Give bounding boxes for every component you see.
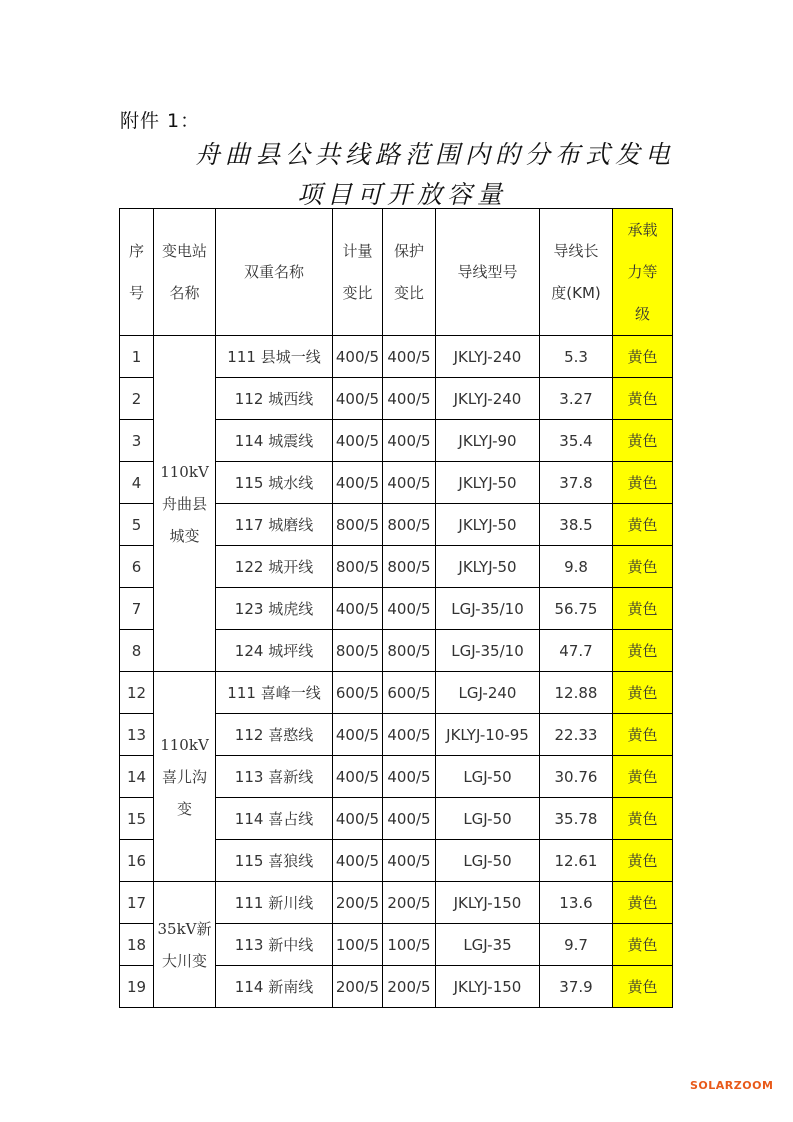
attachment-label: 附件 1： — [120, 110, 201, 132]
cell-protection: 800/5 — [383, 630, 436, 672]
cell-line-name: 114 城震线 — [216, 420, 333, 462]
header-capacity-level — [613, 209, 673, 336]
cell-capacity-level: 黄色 — [613, 714, 673, 756]
header-length-line: 导线长 — [553, 242, 599, 260]
cell-capacity-level: 黄色 — [613, 420, 673, 462]
cell-wire-type: JKLYJ-50 — [436, 462, 540, 504]
cell-seq: 17 — [120, 882, 154, 924]
cell-capacity-level: 黄色 — [613, 798, 673, 840]
cell-metering: 800/5 — [333, 504, 383, 546]
cell-length: 35.4 — [540, 420, 613, 462]
cell-protection: 400/5 — [383, 714, 436, 756]
cell-protection: 400/5 — [383, 378, 436, 420]
cell-seq: 19 — [120, 966, 154, 1008]
cell-length: 38.5 — [540, 504, 613, 546]
header-seq-line: 序 — [128, 242, 144, 260]
cell-length: 12.88 — [540, 672, 613, 714]
cell-metering: 200/5 — [333, 966, 383, 1008]
cell-protection: 800/5 — [383, 504, 436, 546]
cell-line-name: 115 城水线 — [216, 462, 333, 504]
cell-station — [154, 882, 216, 1008]
cell-capacity-level: 黄色 — [613, 546, 673, 588]
document-title-line-1: 舟曲县公共线路范围内的分布式发电 — [195, 140, 676, 169]
header-length — [540, 209, 613, 336]
cell-metering: 400/5 — [333, 714, 383, 756]
watermark-logo: SOLARZOOM — [690, 1079, 774, 1092]
header-seq-line: 号 — [128, 284, 144, 302]
cell-wire-type: LGJ-50 — [436, 756, 540, 798]
cell-line-name: 111 新川线 — [216, 882, 333, 924]
cell-capacity-level: 黄色 — [613, 630, 673, 672]
cell-wire-type: JKLYJ-10-95 — [436, 714, 540, 756]
table-row — [120, 672, 673, 714]
table-body — [120, 336, 673, 1008]
cell-capacity-level: 黄色 — [613, 462, 673, 504]
cell-protection: 400/5 — [383, 588, 436, 630]
cell-length: 5.3 — [540, 336, 613, 378]
cell-line-name: 122 城开线 — [216, 546, 333, 588]
cell-seq: 12 — [120, 672, 154, 714]
cell-length: 30.76 — [540, 756, 613, 798]
cell-wire-type: LGJ-50 — [436, 840, 540, 882]
cell-metering: 400/5 — [333, 798, 383, 840]
header-station — [154, 209, 216, 336]
header-metering-line: 计量 — [342, 242, 373, 260]
cell-capacity-level: 黄色 — [613, 882, 673, 924]
cell-protection: 100/5 — [383, 924, 436, 966]
cell-capacity-level: 黄色 — [613, 756, 673, 798]
cell-metering: 400/5 — [333, 420, 383, 462]
cell-metering: 200/5 — [333, 882, 383, 924]
cell-length: 56.75 — [540, 588, 613, 630]
cell-metering: 100/5 — [333, 924, 383, 966]
capacity-table — [119, 208, 673, 1008]
cell-protection: 600/5 — [383, 672, 436, 714]
cell-metering: 400/5 — [333, 336, 383, 378]
cell-line-name: 114 新南线 — [216, 966, 333, 1008]
cell-metering: 600/5 — [333, 672, 383, 714]
cell-metering: 400/5 — [333, 588, 383, 630]
table-header-row — [120, 209, 673, 336]
cell-seq: 7 — [120, 588, 154, 630]
station-name-line: 110kV — [160, 462, 209, 481]
cell-line-name: 115 喜狼线 — [216, 840, 333, 882]
cell-protection: 200/5 — [383, 882, 436, 924]
cell-wire-type: JKLYJ-90 — [436, 420, 540, 462]
cell-protection: 400/5 — [383, 462, 436, 504]
cell-protection: 400/5 — [383, 420, 436, 462]
cell-capacity-level: 黄色 — [613, 378, 673, 420]
cell-seq: 3 — [120, 420, 154, 462]
cell-seq: 1 — [120, 336, 154, 378]
cell-line-name: 123 城虎线 — [216, 588, 333, 630]
station-name-line: 35kV新 — [157, 919, 212, 938]
station-name-line: 110kV — [160, 735, 209, 754]
cell-protection: 400/5 — [383, 798, 436, 840]
cell-line-name: 112 城西线 — [216, 378, 333, 420]
cell-line-name: 111 喜峰一线 — [216, 672, 333, 714]
cell-capacity-level: 黄色 — [613, 504, 673, 546]
cell-seq: 18 — [120, 924, 154, 966]
cell-protection: 400/5 — [383, 756, 436, 798]
cell-seq: 4 — [120, 462, 154, 504]
cell-wire-type: JKLYJ-240 — [436, 336, 540, 378]
cell-length: 37.8 — [540, 462, 613, 504]
cell-length: 13.6 — [540, 882, 613, 924]
header-protection-line: 保护 — [393, 242, 424, 260]
cell-seq: 16 — [120, 840, 154, 882]
cell-length: 37.9 — [540, 966, 613, 1008]
header-line-name: 双重名称 — [216, 209, 333, 336]
station-name-line: 大川变 — [161, 951, 207, 970]
header-wire-type: 导线型号 — [436, 209, 540, 336]
cell-wire-type: LGJ-240 — [436, 672, 540, 714]
header-metering — [333, 209, 383, 336]
cell-capacity-level: 黄色 — [613, 588, 673, 630]
cell-seq: 13 — [120, 714, 154, 756]
cell-capacity-level: 黄色 — [613, 672, 673, 714]
cell-seq: 6 — [120, 546, 154, 588]
cell-seq: 15 — [120, 798, 154, 840]
cell-wire-type: JKLYJ-50 — [436, 504, 540, 546]
cell-protection: 400/5 — [383, 840, 436, 882]
cell-length: 35.78 — [540, 798, 613, 840]
cell-wire-type: JKLYJ-150 — [436, 882, 540, 924]
station-name-line: 喜儿沟 — [161, 767, 207, 786]
header-station-line: 变电站 — [161, 242, 207, 260]
header-metering-line: 变比 — [342, 284, 373, 302]
cell-metering: 400/5 — [333, 756, 383, 798]
cell-wire-type: LGJ-35 — [436, 924, 540, 966]
header-capacity-line: 级 — [634, 305, 650, 323]
cell-seq: 14 — [120, 756, 154, 798]
header-protection — [383, 209, 436, 336]
cell-wire-type: LGJ-50 — [436, 798, 540, 840]
cell-wire-type: LGJ-35/10 — [436, 630, 540, 672]
header-capacity-line: 力等 — [627, 263, 658, 281]
cell-station — [154, 672, 216, 882]
station-name-line: 变 — [176, 799, 192, 818]
cell-length: 12.61 — [540, 840, 613, 882]
cell-line-name: 113 新中线 — [216, 924, 333, 966]
cell-wire-type: JKLYJ-50 — [436, 546, 540, 588]
cell-capacity-level: 黄色 — [613, 336, 673, 378]
cell-metering: 400/5 — [333, 462, 383, 504]
cell-station — [154, 336, 216, 672]
cell-line-name: 117 城磨线 — [216, 504, 333, 546]
cell-capacity-level: 黄色 — [613, 966, 673, 1008]
cell-capacity-level: 黄色 — [613, 840, 673, 882]
header-length-line: 度(KM) — [551, 284, 601, 302]
cell-wire-type: JKLYJ-240 — [436, 378, 540, 420]
cell-protection: 800/5 — [383, 546, 436, 588]
cell-length: 3.27 — [540, 378, 613, 420]
cell-capacity-level: 黄色 — [613, 924, 673, 966]
cell-wire-type: LGJ-35/10 — [436, 588, 540, 630]
cell-line-name: 113 喜新线 — [216, 756, 333, 798]
cell-protection: 200/5 — [383, 966, 436, 1008]
cell-line-name: 114 喜占线 — [216, 798, 333, 840]
cell-seq: 2 — [120, 378, 154, 420]
cell-length: 22.33 — [540, 714, 613, 756]
cell-seq: 8 — [120, 630, 154, 672]
cell-protection: 400/5 — [383, 336, 436, 378]
cell-metering: 400/5 — [333, 840, 383, 882]
cell-line-name: 111 县城一线 — [216, 336, 333, 378]
station-name-line: 舟曲县 — [161, 494, 207, 513]
header-protection-line: 变比 — [393, 284, 424, 302]
cell-length: 9.7 — [540, 924, 613, 966]
station-name-line: 城变 — [169, 526, 200, 545]
document-title-line-2: 项目可开放容量 — [297, 180, 508, 209]
cell-length: 47.7 — [540, 630, 613, 672]
cell-wire-type: JKLYJ-150 — [436, 966, 540, 1008]
table-row — [120, 336, 673, 378]
table-row — [120, 882, 673, 924]
cell-line-name: 112 喜憨线 — [216, 714, 333, 756]
cell-metering: 800/5 — [333, 546, 383, 588]
cell-seq: 5 — [120, 504, 154, 546]
header-seq — [120, 209, 154, 336]
cell-line-name: 124 城坪线 — [216, 630, 333, 672]
cell-metering: 800/5 — [333, 630, 383, 672]
cell-length: 9.8 — [540, 546, 613, 588]
header-station-line: 名称 — [169, 284, 200, 302]
cell-metering: 400/5 — [333, 378, 383, 420]
header-capacity-line: 承载 — [627, 221, 658, 239]
